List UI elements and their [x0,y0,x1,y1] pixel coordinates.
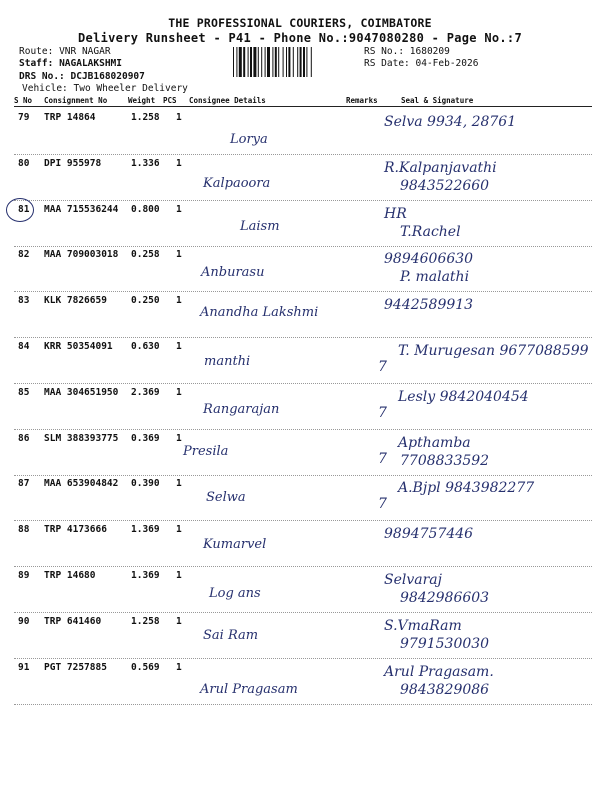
signature-phone-handwritten: 9791530030 [400,635,490,652]
consignee-name-handwritten: Log ans [209,586,261,601]
weight-value: 0.800 [131,203,160,215]
serial-number: 88 [18,524,30,536]
weight-value: 0.258 [131,249,160,261]
remark-tick-mark: 7 [378,404,387,421]
pieces-count: 1 [176,157,182,169]
row-divider [14,704,592,705]
table-row [0,156,600,202]
signature-handwritten: Apthamba [398,434,471,451]
col-weight: Weight [128,96,156,105]
signature-handwritten: A.Bjpl 9843982277 [398,480,535,497]
signature-handwritten: HR [384,205,407,222]
rs-date-line: RS Date: 04-Feb-2026 [364,58,479,69]
weight-value: 0.569 [131,661,160,673]
signature-handwritten: S.VmaRam [384,617,462,634]
weight-value: 0.369 [131,432,160,444]
signature-handwritten: Selva 9934, 28761 [384,114,517,130]
consignment-number: SLM 388393775 [44,432,119,444]
header-rule [14,106,592,107]
table-row [0,247,600,293]
route-line: Route: VNR NAGAR [19,46,111,57]
circle-mark [6,198,34,222]
pieces-count: 1 [176,341,182,352]
consignee-name-handwritten: Presila [183,443,229,459]
consignee-name-handwritten: Laism [240,218,280,234]
weight-value: 1.369 [131,570,160,581]
consignment-number: MAA 709003018 [44,249,119,261]
staff-line: Staff: NAGALAKSHMI [19,58,122,69]
signature-handwritten: Selvaraj [384,572,442,588]
signature-phone-handwritten: T.Rachel [400,223,461,240]
pieces-count: 1 [176,478,182,490]
weight-value: 2.369 [131,386,160,398]
pieces-count: 1 [176,112,182,123]
signature-phone-handwritten: 9842986603 [400,590,490,606]
table-row [0,293,600,339]
table-row [0,110,600,156]
col-consignee: Consignee Details [189,96,266,105]
signature-handwritten: T. Murugesan 9677088599 [398,343,589,359]
barcode [233,47,359,77]
signature-phone-handwritten: 9843829086 [400,681,490,698]
serial-number: 87 [18,478,30,490]
serial-number: 86 [18,432,30,444]
consignee-name-handwritten: Anburasu [201,265,265,281]
consignee-name-handwritten: Anandha Lakshmi [200,305,319,321]
signature-phone-handwritten: 7708833592 [400,452,490,469]
consignment-number: TRP 4173666 [44,524,107,536]
consignment-number: MAA 715536244 [44,203,119,215]
consignee-name-handwritten: Kalpaoora [203,175,271,191]
weight-value: 1.258 [131,615,160,627]
weight-value: 0.390 [131,478,160,490]
signature-handwritten: 9894757446 [384,526,474,543]
remark-tick-mark: 7 [378,496,387,513]
consignee-name-handwritten: Kumarvel [203,537,267,553]
weight-value: 1.336 [131,157,160,169]
col-consignment: Consignment No [44,96,108,105]
consignment-number: PGT 7257885 [44,661,107,673]
pieces-count: 1 [176,524,182,536]
drs-line: DRS No.: DCJB168020907 [19,71,145,82]
table-row [0,202,600,248]
signature-handwritten: R.Kalpanjavathi [384,159,497,176]
consignee-name-handwritten: Arul Pragasam [200,681,298,697]
serial-number: 89 [18,570,30,581]
col-remarks: Remarks [346,96,378,105]
consignment-number: KLK 7826659 [44,295,107,307]
consignment-number: MAA 304651950 [44,386,119,398]
pieces-count: 1 [176,570,182,581]
consignment-number: TRP 14680 [44,570,96,581]
table-row [0,660,600,706]
weight-value: 1.258 [131,112,160,123]
signature-phone-handwritten: 9843522660 [400,177,490,194]
consignee-name-handwritten: manthi [204,354,251,369]
pieces-count: 1 [176,295,182,307]
runsheet-subtitle: Delivery Runsheet - P41 - Phone No.:9047080280 - Page No.:7 [78,31,522,45]
pieces-count: 1 [176,432,182,444]
col-pcs: PCS [163,96,177,105]
serial-number: 79 [18,112,30,123]
signature-handwritten: Lesly 9842040454 [398,388,529,405]
table-row [0,614,600,660]
col-seal-signature: Seal & Signature [401,96,474,105]
weight-value: 0.630 [131,341,160,352]
vehicle-line: Vehicle: Two Wheeler Delivery [22,83,188,94]
remark-tick-mark: 7 [378,359,387,375]
consignment-number: DPI 955978 [44,157,102,169]
consignment-number: MAA 653904842 [44,478,119,490]
pieces-count: 1 [176,386,182,398]
consignment-number: TRP 641460 [44,615,102,627]
weight-value: 0.250 [131,295,160,307]
table-row [0,522,600,568]
consignment-number: TRP 14864 [44,112,96,123]
signature-handwritten: 9894606630 [384,251,474,268]
consignee-name-handwritten: Rangarajan [203,401,280,417]
serial-number: 82 [18,249,30,261]
table-row [0,385,600,431]
serial-number: 83 [18,295,30,307]
pieces-count: 1 [176,249,182,261]
pieces-count: 1 [176,615,182,627]
table-row [0,339,600,385]
col-sno: S No [14,96,33,105]
weight-value: 1.369 [131,524,160,536]
serial-number: 85 [18,386,30,398]
table-row [0,431,600,477]
serial-number: 81 [18,203,30,215]
consignee-name-handwritten: Sai Ram [203,627,259,643]
signature-phone-handwritten: P. malathi [400,269,470,286]
company-title: THE PROFESSIONAL COURIERS, COIMBATORE [168,16,432,30]
pieces-count: 1 [176,661,182,673]
rs-number-line: RS No.: 1680209 [364,46,450,57]
signature-handwritten: Arul Pragasam. [384,663,494,680]
serial-number: 84 [18,341,30,352]
serial-number: 90 [18,615,30,627]
consignee-name-handwritten: Selwa [206,490,246,506]
signature-handwritten: 9442589913 [384,297,474,314]
serial-number: 80 [18,157,30,169]
table-row [0,568,600,614]
consignment-number: KRR 50354091 [44,341,113,352]
consignee-name-handwritten: Lorya [230,132,268,147]
pieces-count: 1 [176,203,182,215]
table-row [0,476,600,522]
remark-tick-mark: 7 [378,450,387,467]
serial-number: 91 [18,661,30,673]
